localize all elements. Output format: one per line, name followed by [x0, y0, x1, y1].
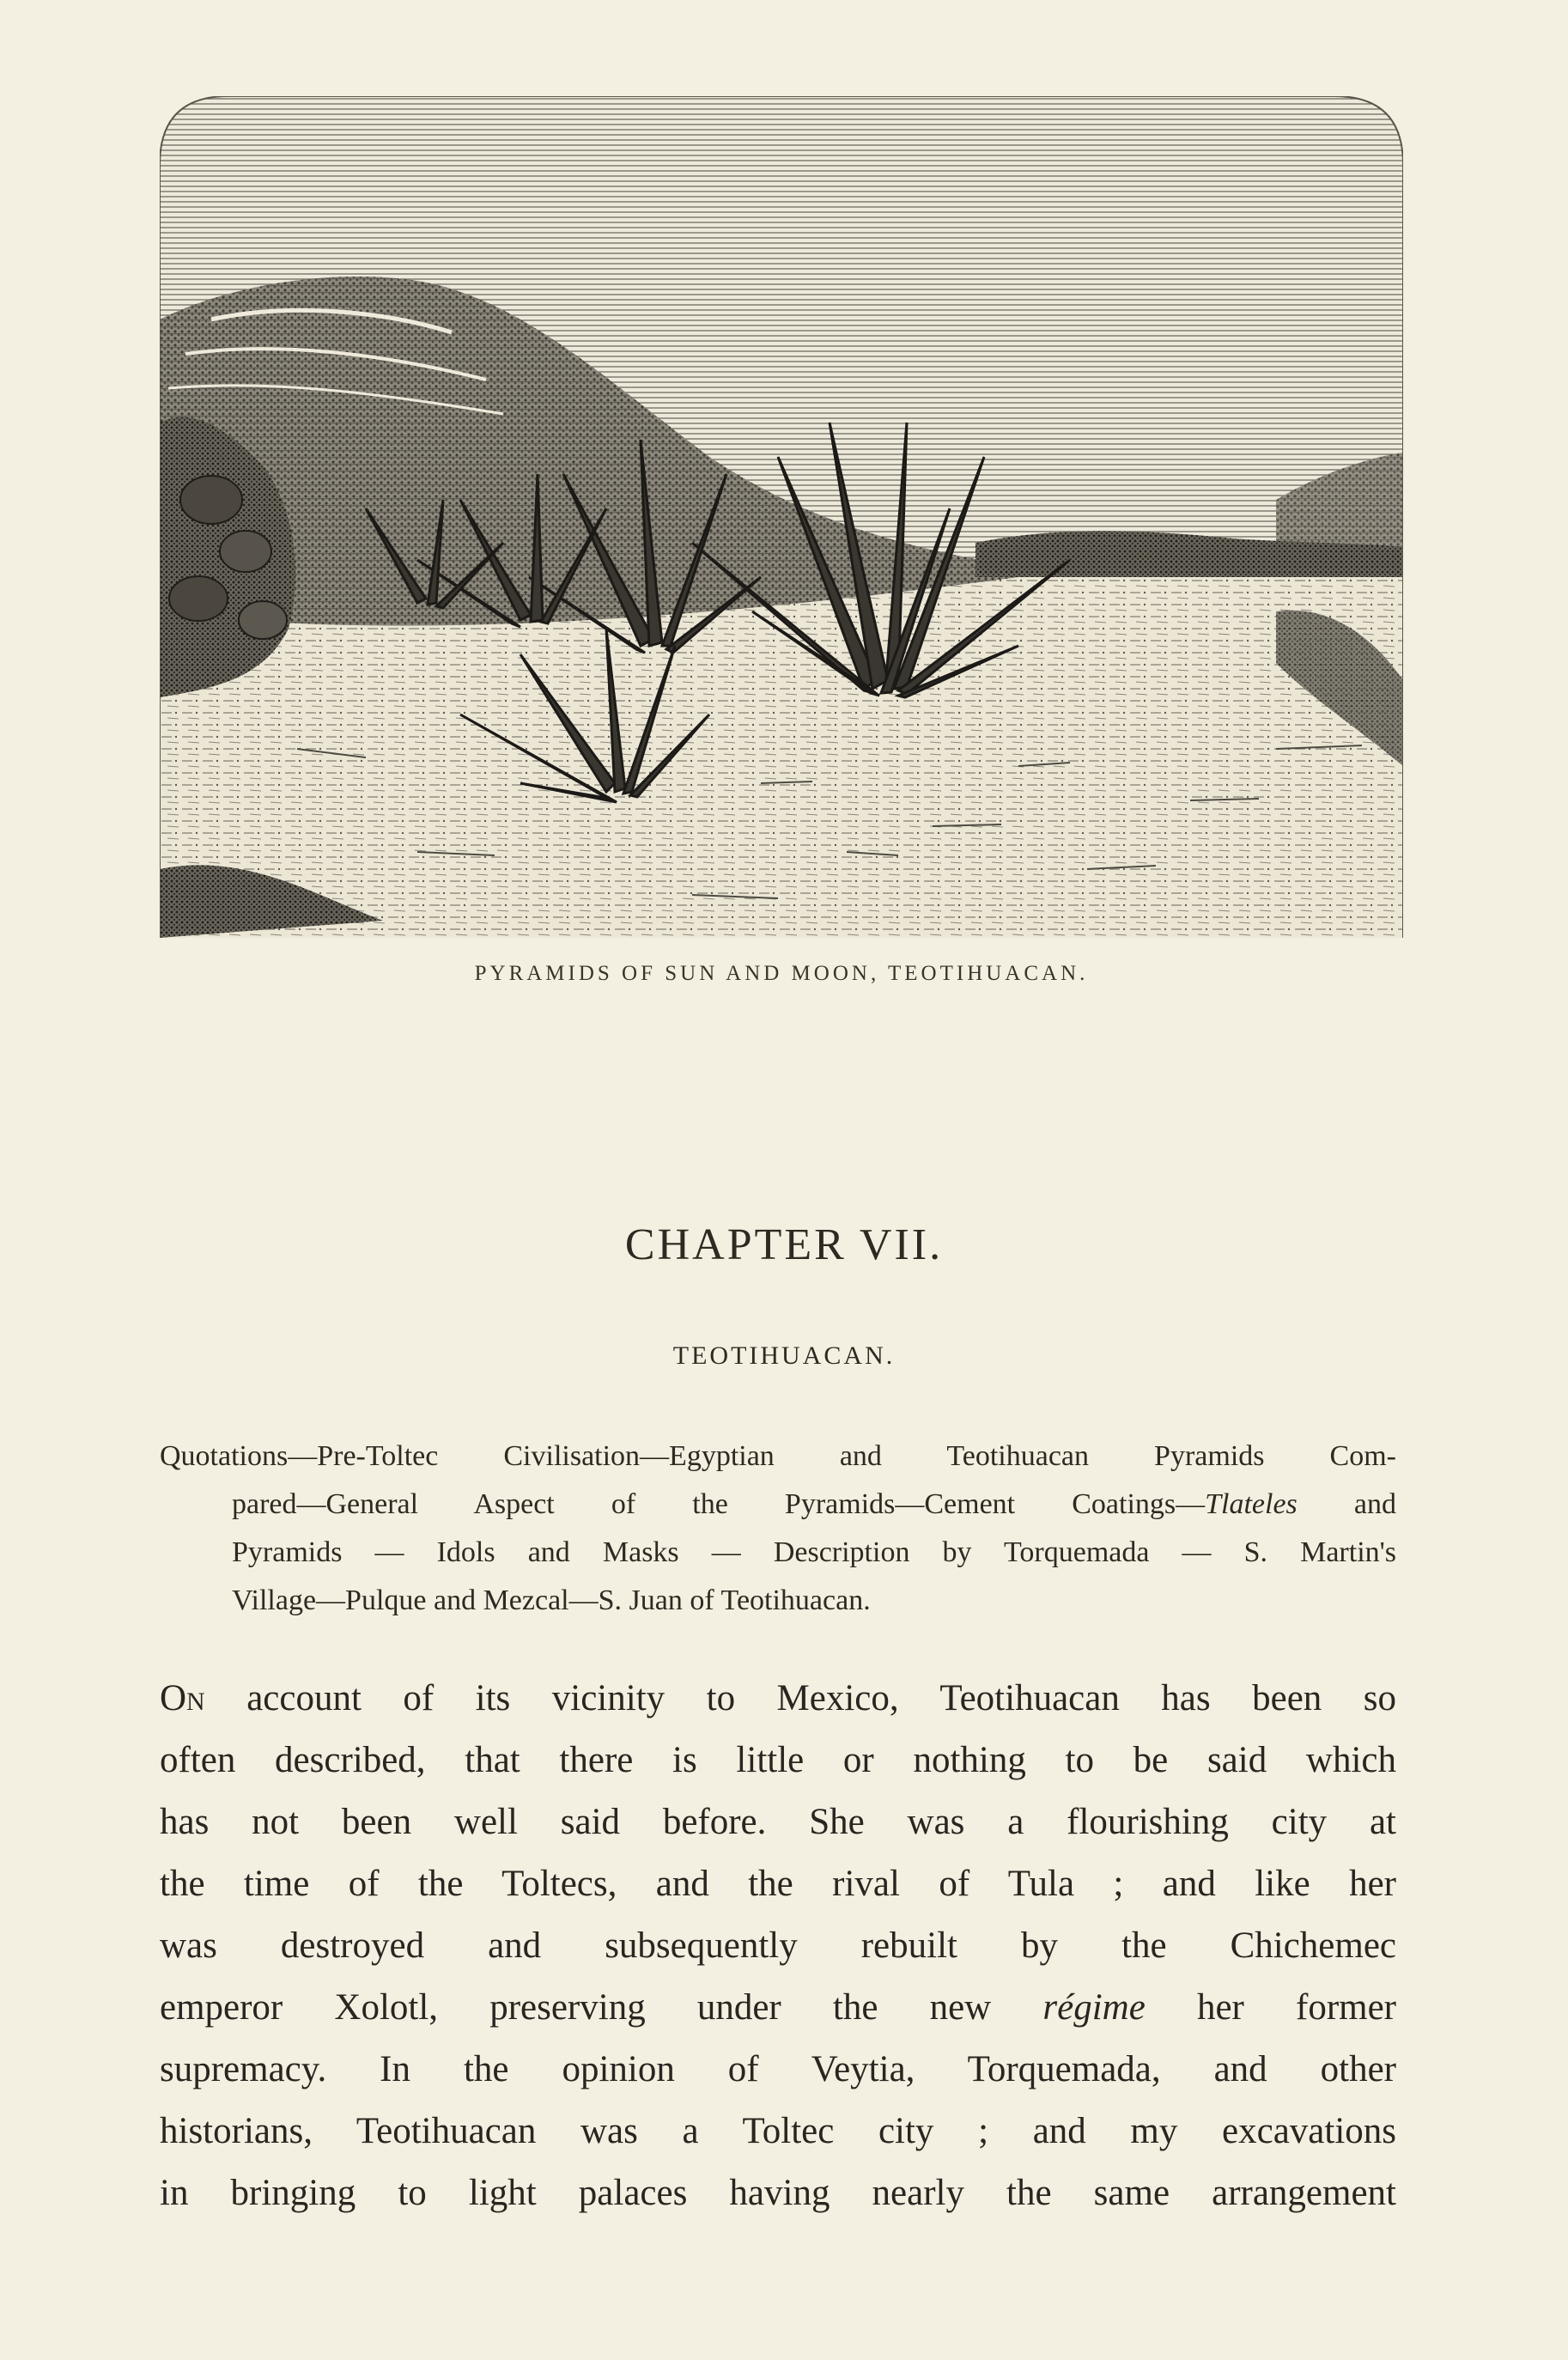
chapter-heading: CHAPTER VII. [624, 1220, 944, 1269]
body-paragraph [160, 1668, 1396, 2224]
body-line [160, 1668, 1396, 1730]
summary-line [160, 1481, 1396, 1529]
summary-text: and [1297, 1488, 1396, 1520]
body-text: her former [1145, 1987, 1396, 2028]
body-line: the time of the Toltecs, and the rival of Tula ; and like her [160, 1864, 1396, 1904]
body-text: emperor Xolotl, preserving under the new [160, 1987, 1043, 2028]
agave-landscape-engraving [160, 96, 1403, 938]
chapter-summary [160, 1432, 1396, 1625]
chapter-subtitle: TEOTIHUACAN. [672, 1341, 896, 1370]
body-line [160, 1977, 1396, 2039]
summary-line: Village—Pulque and Mezcal—S. Juan of Teotihuacan. [232, 1584, 871, 1616]
summary-line: Pyramids — Idols and Masks — Description by Torquemada — S. Martin's [232, 1536, 1396, 1568]
body-line: historians, Teotihuacan was a Toltec city ; and my excavations [160, 2111, 1396, 2151]
body-line: has not been well said before. She was a flourishing city at [160, 1802, 1396, 1842]
body-line: often described, that there is little or nothing to be said which [160, 1740, 1396, 1780]
summary-line: Quotations—Pre-Toltec Civilisation—Egyptian and Teotihuacan Pyramids Com- [160, 1440, 1396, 1472]
engraving-illustration [160, 96, 1403, 938]
body-text: account of its vicinity to Mexico, Teotihuacan has been so [204, 1678, 1396, 1718]
summary-text: pared—General Aspect of the Pyramids—Cement Coatings— [232, 1488, 1206, 1520]
body-line: supremacy. In the opinion of Veytia, Torquemada, and other [160, 2049, 1396, 2089]
body-line: was destroyed and subsequently rebuilt by the Chichemec [160, 1925, 1396, 1966]
body-line: in bringing to light palaces having nearly the same arrangement [160, 2173, 1396, 2213]
summary-italic-term: Tlateles [1205, 1488, 1298, 1520]
drop-cap-word: On [160, 1678, 205, 1718]
body-italic-term: régime [1042, 1987, 1146, 2028]
illustration-caption: PYRAMIDS OF SUN AND MOON, TEOTIHUACAN. [474, 962, 1089, 985]
